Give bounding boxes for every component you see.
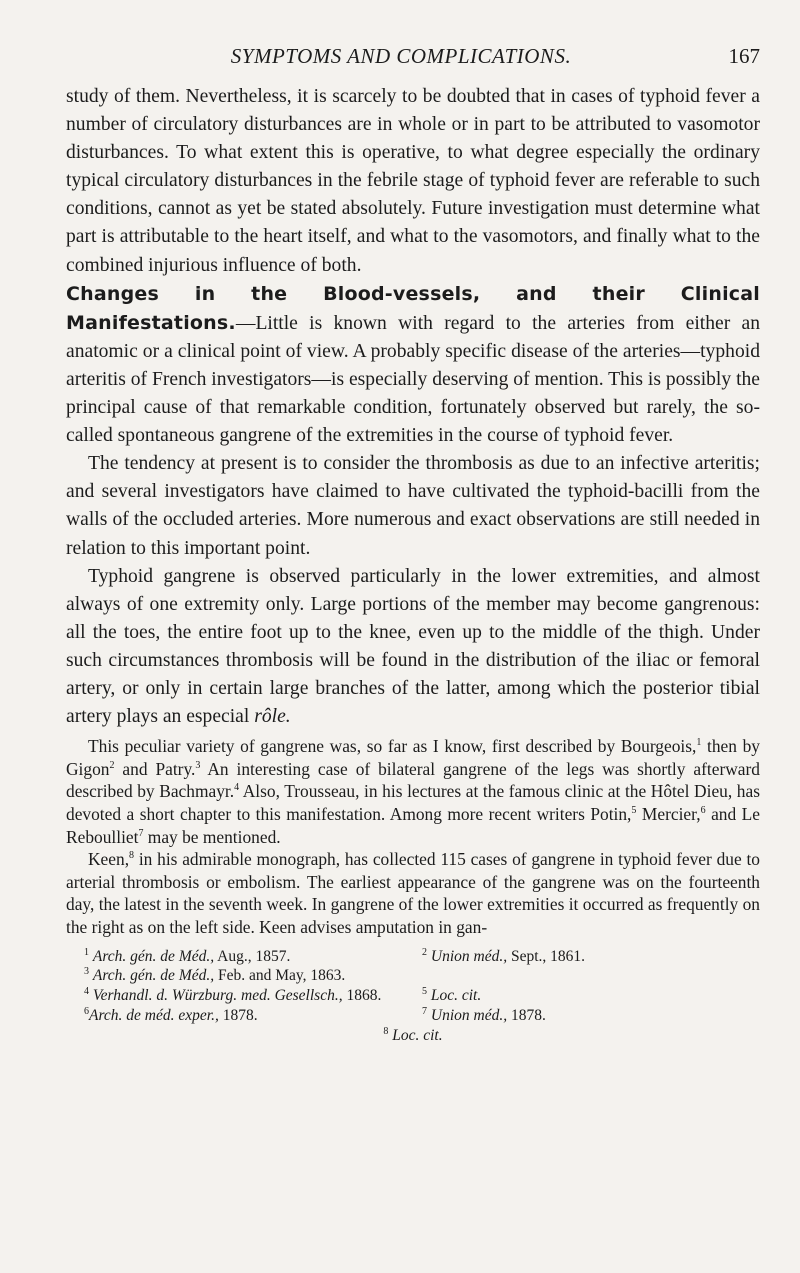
footnote-6 xyxy=(66,1006,422,1026)
paragraph-2-text: —Little is known with regard to the arteries from either an anatomic or a clinical point of view. A probably specific disease of the arteries—typhoid arteritis of French investigators—is especially deserving of mention. This is possibly the principal cause of that remarkable condition, fortunately observed but rarely, the so-called spontaneous gangrene of the extremities in the course of typhoid fever. xyxy=(66,312,761,447)
paragraph-4-text: Typhoid gangrene is observed particularly in the lower extremities, and almost always of one extremity only. Large portions of the member may become gangrenous: all the toes, the entire foot up to the knee, even up to the middle of the thigh. Under such circumstances thrombosis will be found in the distribution of the iliac or femoral artery, or only in certain large branches of the latter, among which the posterior tibial artery plays an especial xyxy=(66,565,760,728)
footnote-3 xyxy=(66,966,514,986)
footnote-row xyxy=(66,966,760,986)
footnote-title: Loc. cit. xyxy=(430,987,482,1005)
footnote-title: Arch. de méd. exper., xyxy=(89,1006,219,1024)
footnote-title: Union méd., xyxy=(430,1006,508,1024)
footnote-title: Loc. cit. xyxy=(392,1026,443,1044)
footnote-ref: 1 xyxy=(696,737,702,749)
paragraph-2 xyxy=(66,280,760,451)
page-header xyxy=(82,44,760,72)
footnote-marker: 1 xyxy=(84,946,89,958)
text-run: Also, Trousseau, in his lectures at the famous clinic at the Hôtel Dieu, has devoted a short chapter to this manifestation. Among more recent writers Potin, xyxy=(66,781,760,824)
role-word: rôle. xyxy=(254,706,291,728)
footnote-row xyxy=(66,947,760,967)
footnote-date: 1878. xyxy=(507,1006,546,1024)
footnote-8 xyxy=(66,1026,760,1046)
paragraph-4 xyxy=(66,563,760,732)
footnote-title: Verhandl. d. Würzburg. med. Gesellsch., xyxy=(92,987,343,1005)
footnote-marker: 2 xyxy=(422,946,427,958)
footnote-2 xyxy=(422,947,760,967)
text-run: and Patry. xyxy=(114,758,196,779)
page-number: 167 xyxy=(728,44,760,68)
text-run: may be mentioned. xyxy=(143,826,281,847)
text-run: and Le Reboulliet xyxy=(66,803,760,847)
footnote-title: Arch. gén. de Méd., xyxy=(92,947,215,965)
footnote-marker: 3 xyxy=(84,966,89,978)
page-body xyxy=(66,83,760,1045)
footnote-ref: 4 xyxy=(234,782,240,794)
footnote-ref: 3 xyxy=(195,759,201,771)
footnote-row xyxy=(66,1006,760,1026)
footnote-marker: 7 xyxy=(422,1005,427,1017)
footnote-5 xyxy=(422,986,760,1006)
paragraph-6 xyxy=(66,848,760,938)
text-run: This peculiar variety of gangrene was, so far as I know, first described by Bourgeois, xyxy=(88,736,697,757)
footnote-ref: 2 xyxy=(109,759,115,771)
footnote-marker: 8 xyxy=(383,1025,389,1037)
footnote-4 xyxy=(66,986,422,1006)
footnote-7 xyxy=(422,1006,760,1026)
footnote-date: Aug., 1857. xyxy=(214,947,291,965)
small-print-text xyxy=(66,735,760,938)
text-run: in his admirable monograph, has collected 115 cases of gangrene in typhoid fever due to arterial thrombosis or embolism. The earliest appearance of the gangrene was on the fourteenth day, the latest in the seventh week. In gangrene of the lower extremities it occurred as frequently on the right as on the left side. Keen advises amputation in gan- xyxy=(66,849,760,937)
footnote-ref: 6 xyxy=(700,805,706,817)
footnote-marker: 6 xyxy=(84,1005,89,1017)
running-head: SYMPTOMS AND COMPLICATIONS. xyxy=(230,44,572,68)
paragraph-1: study of them. Nevertheless, it is scarcely to be doubted that in cases of typhoid fever a number of circulatory disturbances are in whole or in part to be attributed to vasomotor disturbances. To what extent this is operative, to what degree especially the ordinary typical circulatory disturbances in the febrile stage of typhoid fever are referable to such conditions, cannot as yet be stated absolutely. Future investigation must determine what part is attributable to the heart itself, and what to the vasomotors, and finally what to the combined injurious influence of both. xyxy=(66,86,760,276)
section-heading: Changes in the Blood-vessels, and their Clinical Manifestations. xyxy=(66,282,760,334)
footnote-1 xyxy=(66,947,422,967)
text-run: Mercier, xyxy=(636,803,701,824)
footnote-marker: 4 xyxy=(84,985,89,997)
footnote-ref: 8 xyxy=(129,850,135,862)
footnotes xyxy=(66,947,760,1046)
text-run: then by Gigon xyxy=(66,736,760,779)
footnote-date: 1878. xyxy=(218,1006,258,1024)
footnote-marker: 5 xyxy=(422,985,427,997)
paragraph-5 xyxy=(66,735,760,848)
footnote-title: Union méd., xyxy=(430,947,508,965)
paragraph-3: The tendency at present is to consider the thrombosis as due to an infective arteritis; and several investigators have claimed to have cultivated the typhoid-bacilli from the walls of the occluded arteries. More numerous and exact observations are still needed in relation to this important point. xyxy=(66,453,760,559)
footnote-date: Sept., 1861. xyxy=(507,947,586,965)
main-text xyxy=(66,83,760,731)
footnote-ref: 7 xyxy=(138,827,144,839)
text-run: An interesting case of bilateral gangrene of the legs was shortly afterward described by Bachmayr. xyxy=(66,758,760,802)
footnote-date: 1868. xyxy=(342,987,382,1005)
footnote-row xyxy=(66,986,760,1006)
footnote-ref: 5 xyxy=(631,805,637,817)
footnote-date: Feb. and May, 1863. xyxy=(214,967,346,985)
footnote-title: Arch. gén. de Méd., xyxy=(92,967,215,985)
text-run: Keen, xyxy=(88,849,130,870)
